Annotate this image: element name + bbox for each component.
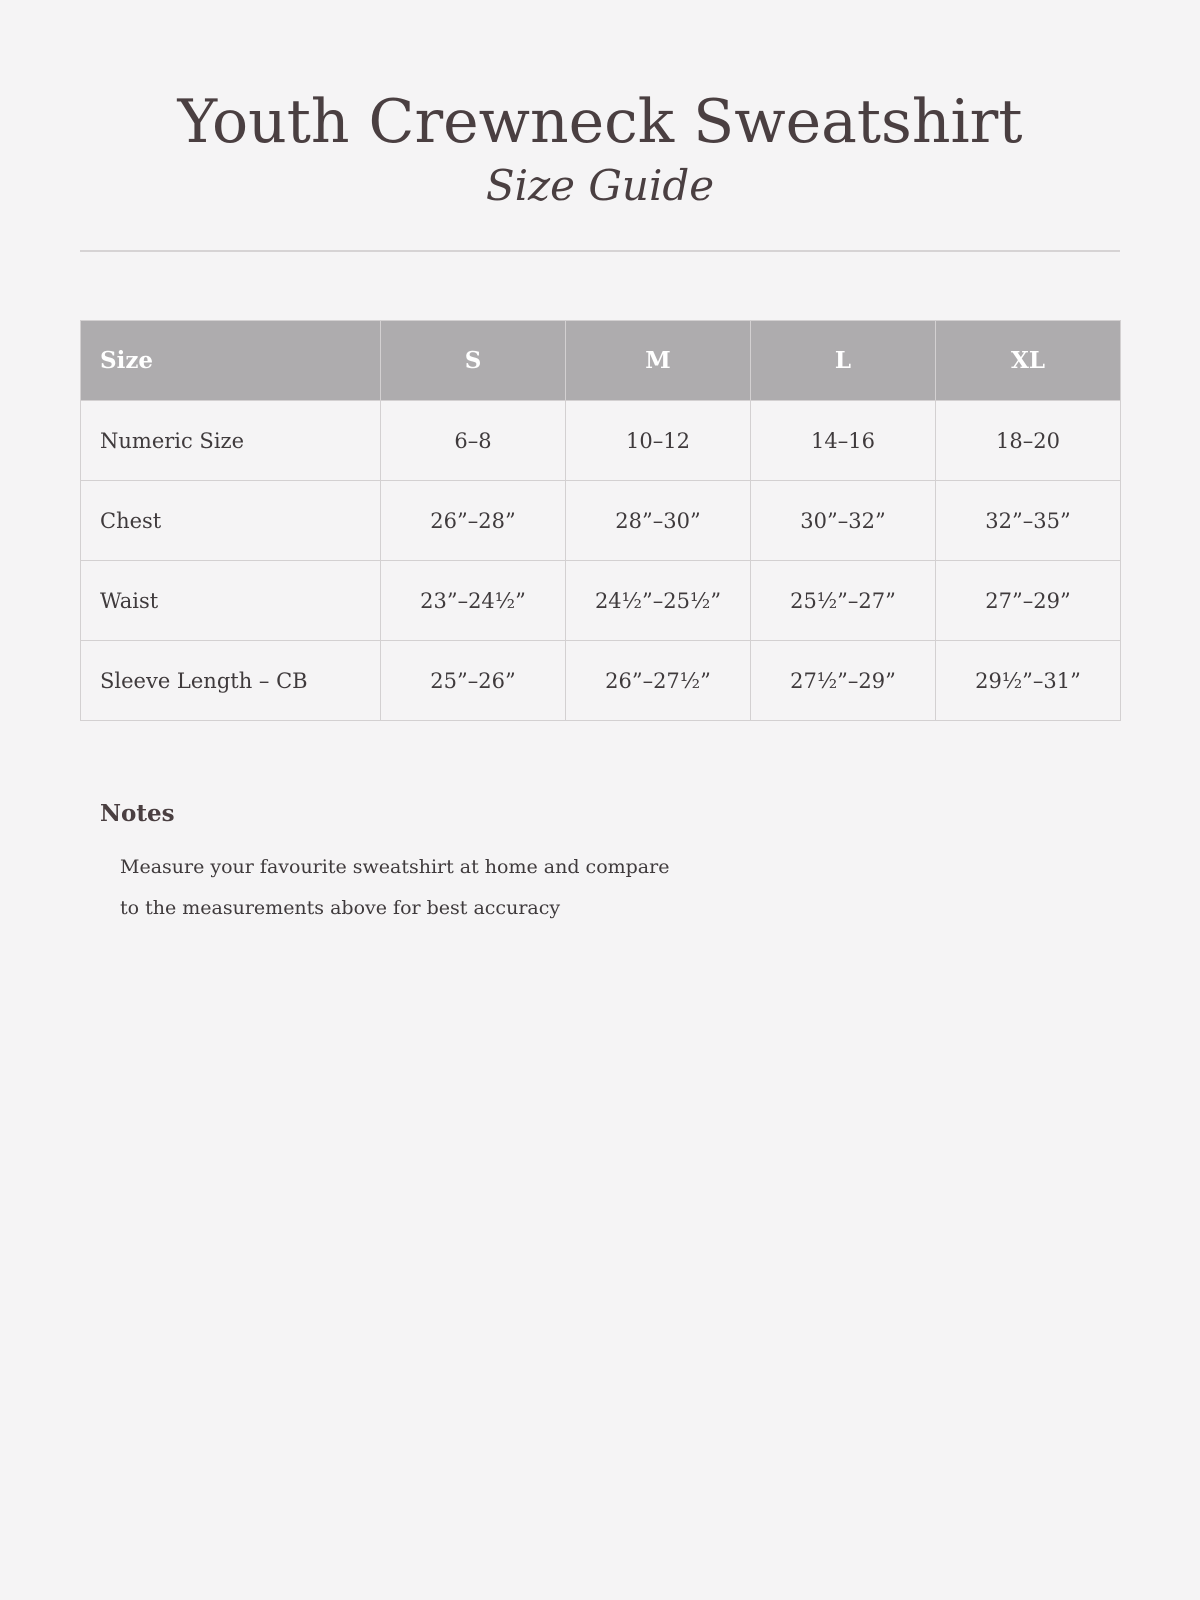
table-cell: 23”–24½” xyxy=(381,561,566,641)
row-label: Numeric Size xyxy=(81,401,381,481)
notes-text xyxy=(120,847,820,929)
row-label: Chest xyxy=(81,481,381,561)
title-divider xyxy=(80,250,1120,252)
table-cell: 24½”–25½” xyxy=(566,561,751,641)
table-cell: 28”–30” xyxy=(566,481,751,561)
table-cell: 27”–29” xyxy=(936,561,1121,641)
notes-line: to the measurements above for best accuracy xyxy=(120,897,561,919)
table-row xyxy=(81,641,1121,721)
table-cell: 14–16 xyxy=(751,401,936,481)
table-cell: 26”–27½” xyxy=(566,641,751,721)
column-header-xl: XL xyxy=(936,321,1121,401)
page-subtitle: Size Guide xyxy=(485,161,715,210)
table-row xyxy=(81,481,1121,561)
table-cell: 10–12 xyxy=(566,401,751,481)
table-header-row xyxy=(81,321,1121,401)
column-header-s: S xyxy=(381,321,566,401)
table-cell: 29½”–31” xyxy=(936,641,1121,721)
table-cell: 26”–28” xyxy=(381,481,566,561)
table-cell: 27½”–29” xyxy=(751,641,936,721)
page-title: Youth Crewneck Sweatshirt xyxy=(177,87,1023,157)
row-label: Sleeve Length – CB xyxy=(81,641,381,721)
column-header-l: L xyxy=(751,321,936,401)
size-table xyxy=(80,320,1121,721)
notes-heading: Notes xyxy=(100,800,175,827)
column-header-size: Size xyxy=(81,321,381,401)
column-header-m: M xyxy=(566,321,751,401)
table-cell: 32”–35” xyxy=(936,481,1121,561)
table-cell: 6–8 xyxy=(381,401,566,481)
table-cell: 18–20 xyxy=(936,401,1121,481)
table-cell: 25½”–27” xyxy=(751,561,936,641)
table-cell: 30”–32” xyxy=(751,481,936,561)
table-cell: 25”–26” xyxy=(381,641,566,721)
table-row xyxy=(81,401,1121,481)
row-label: Waist xyxy=(81,561,381,641)
notes-line: Measure your favourite sweatshirt at home and compare xyxy=(120,856,670,878)
table-row xyxy=(81,561,1121,641)
